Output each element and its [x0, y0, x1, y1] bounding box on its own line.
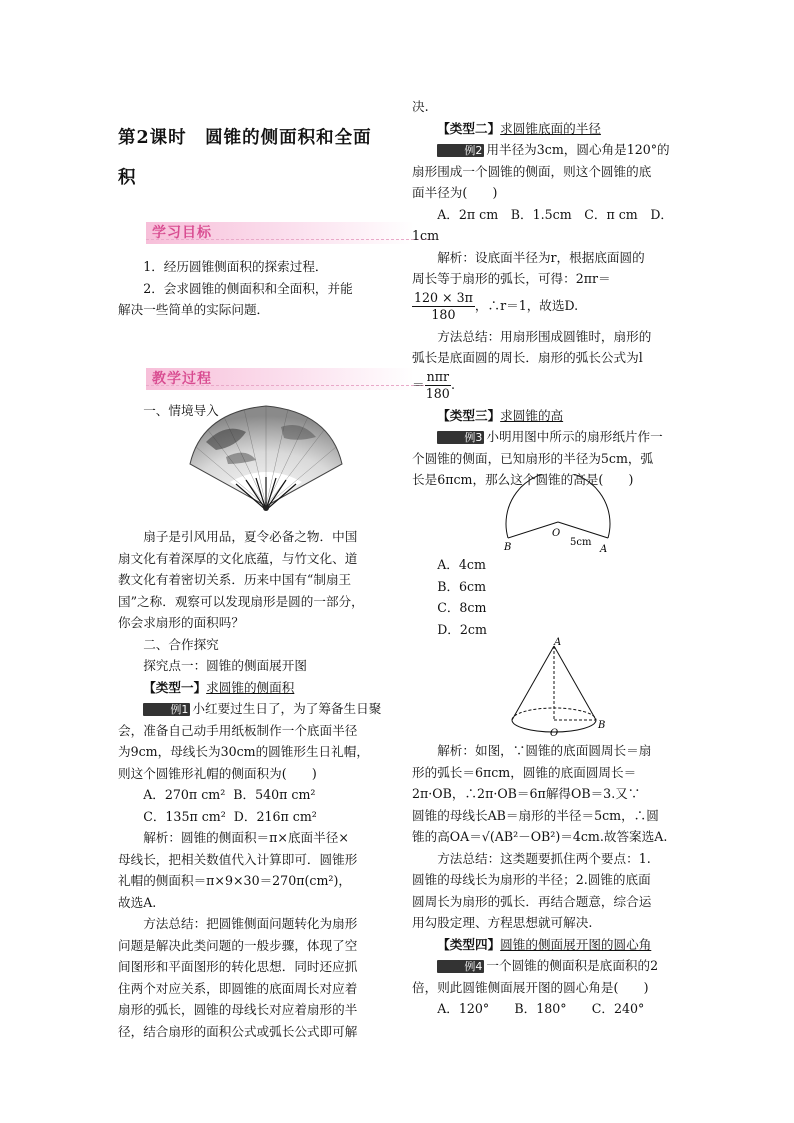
ex2-solution-1: 解析：设底面半径为r，根据底面圆的 [437, 249, 645, 265]
ex2-text-1: 用半径为3cm，圆心角是120°的 [486, 142, 670, 157]
ex1-solution-4: 故选A. [118, 894, 157, 910]
ex2-solution-3-text: ，∴r＝1，故选D. [474, 297, 579, 313]
type4-title: 圆锥的侧面展开图的圆心角 [500, 936, 652, 952]
ex3-option-c: C．8cm [437, 600, 487, 615]
ex1-solution-2: 母线长，把相关数值代入计算即可．圆锥形 [118, 851, 358, 867]
ex3-method-1: 方法总结：这类题要抓住两个要点：1. [437, 850, 651, 866]
ex3-method-2: 圆锥的母线长为扇形的半径；2.圆锥的底面 [412, 872, 651, 887]
ex2-fraction [412, 290, 475, 323]
cone-label-o: O [550, 728, 559, 739]
ex3-method-4: 用勾股定理、方程思想就可解决. [412, 915, 593, 930]
type3-bracket: 【类型三】 [437, 407, 501, 423]
ex3-solution-2: 形的弧长＝6πcm，圆锥的底面圆周长＝ [412, 764, 637, 780]
sector-label-o: O [552, 528, 561, 539]
ex4-line-1 [412, 955, 694, 977]
type1-heading [118, 677, 400, 699]
type1-title: 求圆锥的侧面积 [206, 679, 295, 695]
sector-label-b: B [504, 542, 512, 553]
ex2-method-2: 弧长是底面圆的周长．扇形的弧长公式为l [412, 350, 643, 365]
ex1-option-d: D．216π cm² [233, 808, 317, 824]
part2-heading: 二、合作探究 [143, 636, 219, 652]
type2-heading [412, 118, 694, 140]
ex1-method-2: 问题是解决此类问题的一般步骤，体现了空 [118, 937, 358, 953]
fan-para-4: 国”之称．观察可以发现扇形是圆的一部分， [118, 593, 364, 609]
ex2-solution-2: 周长等于扇形的弧长，可得：2πr＝ [412, 271, 611, 286]
ex3-line-1 [412, 426, 694, 448]
type2-bracket: 【类型二】 [437, 120, 501, 136]
process-banner-label: 教学过程 [152, 371, 212, 387]
right-body-top [412, 96, 694, 491]
ex3-line-2: 个圆锥的侧面，已知扇形的半径为5cm，弧 [412, 450, 654, 466]
ex1-solution-3: 礼帽的侧面积＝π×9×30＝270π(cm²)， [118, 873, 351, 888]
ex4-text-1: 一个圆锥的侧面积是底面积的2 [486, 958, 659, 973]
ex2-line-2: 扇形围成一个圆锥的侧面，则这个圆锥的底 [412, 163, 652, 179]
ex1-option-c: C．135π cm² [143, 808, 226, 824]
ex1-option-a: A．270π cm² [143, 787, 226, 802]
type2-title: 求圆锥底面的半径 [500, 120, 601, 136]
type4-heading [412, 934, 694, 956]
arc-formula-num: nπr [426, 368, 450, 384]
sector-figure [498, 474, 618, 554]
cone-label-a: A [554, 637, 562, 648]
type1-bracket: 【类型一】 [143, 679, 207, 695]
ex1-line-2: 会，准备自己动手用纸板制作一个底面半径 [118, 722, 358, 738]
cone-figure [504, 636, 608, 740]
sector-radius-label: 5cm [570, 537, 592, 548]
left-body [118, 526, 400, 1042]
ex2-line-3: 面半径为( ) [412, 185, 498, 200]
ex1-line-3: 为9cm，母线长为30cm的圆锥形生日礼帽， [118, 744, 369, 759]
goals-list [118, 256, 400, 321]
type3-heading [412, 405, 694, 427]
ex1-options-row-2 [118, 806, 400, 828]
ex1-method-4: 住两个对应关系，即圆锥的底面周长对应着 [118, 980, 358, 996]
ex3-options [412, 554, 694, 640]
ex3-line-3: 长是6πcm，那么这个圆锥的高是( ) [412, 472, 634, 487]
ex3-option-a: A．4cm [437, 557, 486, 572]
ex3-solution-5: 锥的高OA＝√(AB²－OB²)＝4cm.故答案选A. [412, 829, 668, 844]
fan-para-2: 扇文化有着深厚的文化底蕴，与竹文化、道 [118, 550, 358, 566]
ex3-option-d: D．2cm [437, 621, 487, 637]
ex2-frac-num: 120 × 3π [414, 289, 473, 305]
part1-heading: 一、情境导入 [143, 403, 219, 418]
arc-length-formula [425, 369, 451, 402]
ex3-solution-4: 圆锥的母线长AB＝扇形的半径＝5cm，∴圆 [412, 807, 659, 823]
right-body-bottom [412, 740, 694, 1020]
ex4-line-2: 倍，则此圆锥侧面展开图的圆心角是( ) [412, 979, 649, 995]
goals-banner [146, 222, 414, 244]
ex3-solution-3: 2π·OB，∴2π·OB＝6π解得OB＝3.又∵ [412, 786, 641, 801]
ex2-options: A．2π cm B．1.5cm C．π cm D．1cm [412, 206, 674, 243]
ex1-method-7: 决. [412, 99, 429, 114]
ex2-m3-eq: ＝ [412, 376, 425, 392]
ex4-options: A．120° B．180° C．240° [437, 1001, 645, 1016]
ex1-method-3: 间图形和平面图形的转化思想．同时还应抓 [118, 959, 358, 974]
ex3-text-1: 小明用图中所示的扇形纸片作一 [486, 429, 663, 444]
folding-fan-image [186, 402, 346, 514]
page-title [118, 118, 400, 198]
fan-para-1: 扇子是引风用品，夏令必备之物．中国 [143, 529, 358, 544]
arc-formula-den: 180 [425, 385, 450, 401]
ex2-line-1 [412, 139, 694, 161]
cone-label-b: B [598, 720, 606, 731]
fan-para-3: 教文化有着密切关系．历来中国有“制扇王 [118, 572, 352, 587]
goal-item-2b: 解决一些简单的实际问题． [118, 302, 270, 317]
ex1-line-1 [118, 698, 400, 720]
sector-label-a: A [600, 544, 608, 554]
ex2-solution-3 [412, 290, 694, 326]
ex3-option-b: B．6cm [437, 578, 487, 594]
goal-item-2a: 2．会求圆锥的侧面积和全面积，并能 [143, 280, 353, 296]
ex3-method-3: 圆周长为扇形的弧长．再结合题意，综合运 [412, 893, 652, 909]
goals-banner-label: 学习目标 [152, 225, 212, 241]
ex3-label: 例3 [437, 431, 484, 444]
ex3-solution-1: 解析：如图，∵圆锥的底面圆周长＝扇 [437, 743, 652, 758]
process-banner [146, 368, 414, 390]
ex4-label: 例4 [437, 960, 484, 973]
ex2-label: 例2 [437, 144, 484, 157]
type4-bracket: 【类型四】 [437, 936, 501, 952]
ex1-method-5: 扇形的弧长，圆锥的母线长对应着扇形的半 [118, 1002, 358, 1017]
ex1-method-1: 方法总结：把圆锥侧面问题转化为扇形 [143, 916, 358, 931]
title-line-2: 积 [118, 168, 137, 188]
ex1-options-row-1 [118, 784, 400, 806]
ex1-text-1: 小红要过生日了，为了筹备生日聚 [192, 701, 382, 716]
title-line-1: 第2课时 圆锥的侧面积和全面 [118, 128, 372, 148]
ex1-method-6: 径，结合扇形的面积公式或弧长公式即可解 [118, 1023, 358, 1039]
ex1-line-4: 则这个圆锥形礼帽的侧面积为( ) [118, 765, 317, 781]
point1-heading: 探究点一：圆锥的侧面展开图 [143, 658, 307, 673]
ex2-frac-den: 180 [431, 306, 456, 322]
ex1-label: 例1 [143, 703, 190, 716]
goal-item-1: 1．经历圆锥侧面积的探索过程． [143, 259, 328, 274]
ex1-solution-1: 解析：圆锥的侧面积＝π×底面半径× [143, 830, 349, 845]
type3-title: 求圆锥的高 [500, 407, 564, 423]
ex2-method-1: 方法总结：用扇形围成圆锥时，扇形的 [437, 328, 652, 344]
ex2-method-3 [412, 369, 694, 405]
ex2-m3-end: . [451, 376, 456, 392]
ex1-option-b: B．540π cm² [233, 787, 316, 802]
fan-para-5: 你会求扇形的面积吗？ [118, 615, 244, 630]
